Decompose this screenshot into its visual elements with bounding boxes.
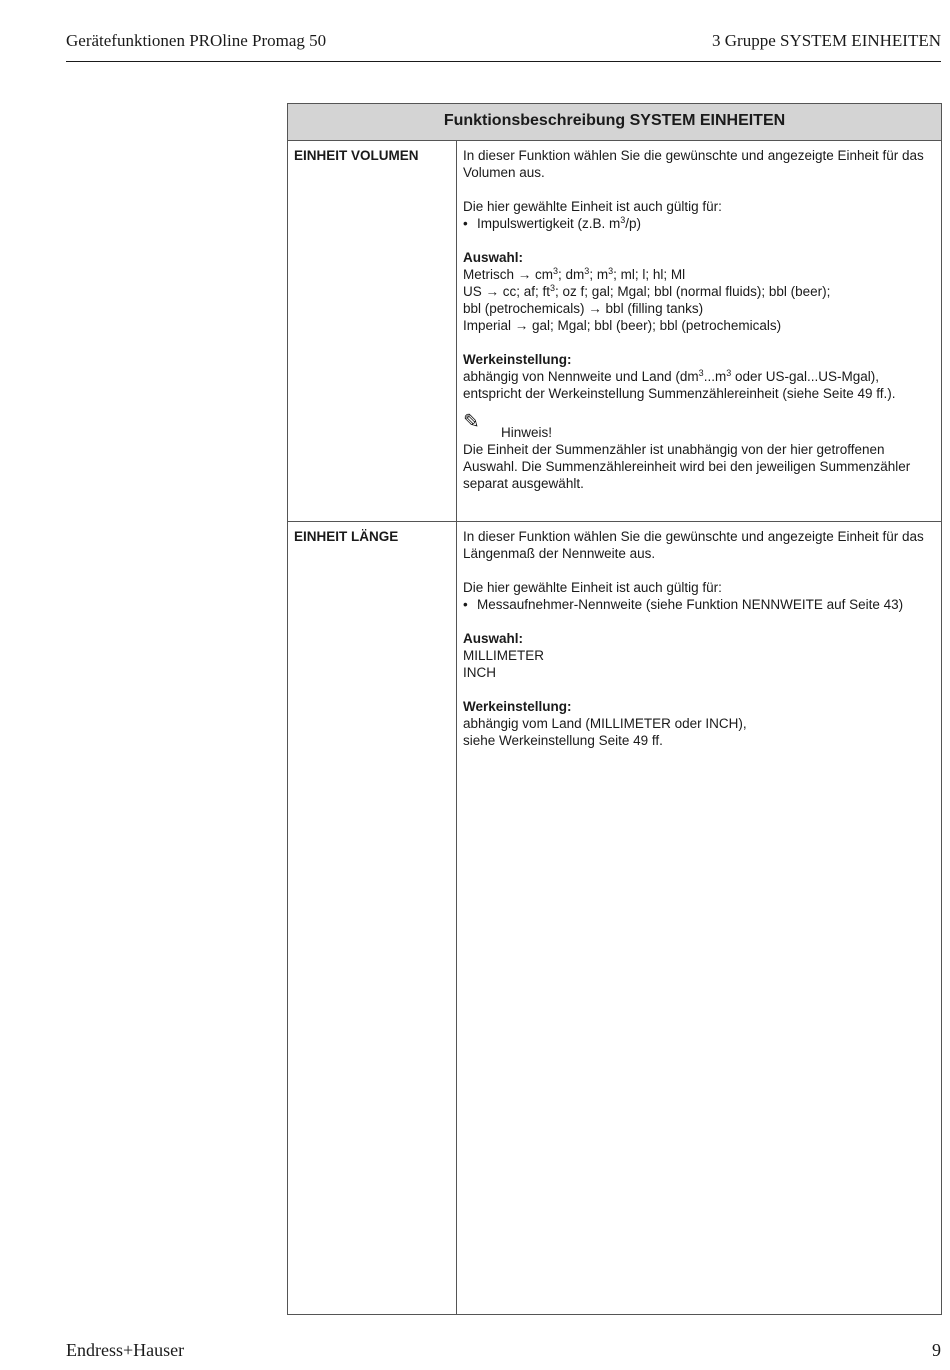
selection-option: INCH xyxy=(463,665,496,680)
selection-option: MILLIMETER xyxy=(463,648,545,663)
default-line-1: abhängig von Nennweite und Land ($dm^3...m^3$ oder US-gal...US-Mgal), xyxy=(463,368,879,384)
page-number: 9 xyxy=(932,1340,941,1360)
header-title: Gerätefunktionen PROline Promag 50 xyxy=(66,31,327,50)
default-line-1: abhängig vom Land (MILLIMETER oder INCH), xyxy=(463,716,747,731)
function-table xyxy=(287,103,942,1315)
selection-block xyxy=(463,249,935,334)
intro-text: In dieser Funktion wählen Sie die gewünschte und angezeigte Einheit für das Längenmaß der Nennweite aus. xyxy=(463,529,924,561)
row-description xyxy=(463,147,935,492)
table-row-einheit-volumen xyxy=(288,140,941,522)
bullet-item: • Messaufnehmer-Nennweite (siehe Funktion NENNWEITE auf Seite 43) xyxy=(463,597,903,612)
default-line-2: siehe Werkeinstellung Seite 49 ff. xyxy=(463,733,663,748)
selection-us-cont: bbl (petrochemicals) → bbl (filling tanks) xyxy=(463,301,704,316)
default-block xyxy=(463,351,935,402)
brand-logo-text: Endress+Hauser xyxy=(66,1340,185,1360)
note-text: Die Einheit der Summenzähler ist unabhängig von der hier getroffenen Auswahl. Die Summenzählereinheit wird bei den jeweiligen Summenzähler separat ausgewählt. xyxy=(463,442,911,491)
note-header xyxy=(463,411,935,441)
valid-for-text: Die hier gewählte Einheit ist auch gültig für: xyxy=(463,199,722,214)
valid-for-block xyxy=(463,198,935,232)
selection-imperial: Imperial → gal; Mgal; bbl (beer); bbl (petrochemicals) xyxy=(463,318,782,333)
default-label: Werkeinstellung: xyxy=(463,352,572,367)
selection-us: US → cc; af; $ft^3$; oz f; gal; Mgal; bbl (normal fluids); bbl (beer); xyxy=(463,283,831,299)
table-title: Funktionsbeschreibung SYSTEM EINHEITEN xyxy=(288,104,941,141)
table-row-einheit-laenge xyxy=(288,521,941,1314)
row-label: EINHEIT VOLUMEN xyxy=(294,148,419,163)
page-header xyxy=(66,31,941,62)
default-label: Werkeinstellung: xyxy=(463,699,572,714)
selection-label: Auswahl: xyxy=(463,250,524,265)
default-line-2: entspricht der Werkeinstellung Summenzählereinheit (siehe Seite 49 ff.). xyxy=(463,386,896,401)
selection-label: Auswahl: xyxy=(463,631,524,646)
selection-block xyxy=(463,630,935,681)
header-section: 3 Gruppe SYSTEM EINHEITEN xyxy=(712,31,941,50)
bullet-item: • Impulswertigkeit (z.B. $m^3/p$) xyxy=(463,216,641,231)
note-title: Hinweis! xyxy=(501,425,553,440)
pencil-note-icon: ✎ xyxy=(463,411,480,433)
valid-for-text: Die hier gewählte Einheit ist auch gültig für: xyxy=(463,580,722,595)
default-block xyxy=(463,698,935,749)
row-label: EINHEIT LÄNGE xyxy=(294,529,399,544)
selection-metric: Metrisch → $cm^3$; $dm^3$; $m^3$; ml; l; hl; Ml xyxy=(463,266,686,282)
valid-for-block xyxy=(463,579,935,613)
intro-text: In dieser Funktion wählen Sie die gewünschte und angezeigte Einheit für das Volumen aus. xyxy=(463,148,924,180)
row-description xyxy=(463,528,935,766)
